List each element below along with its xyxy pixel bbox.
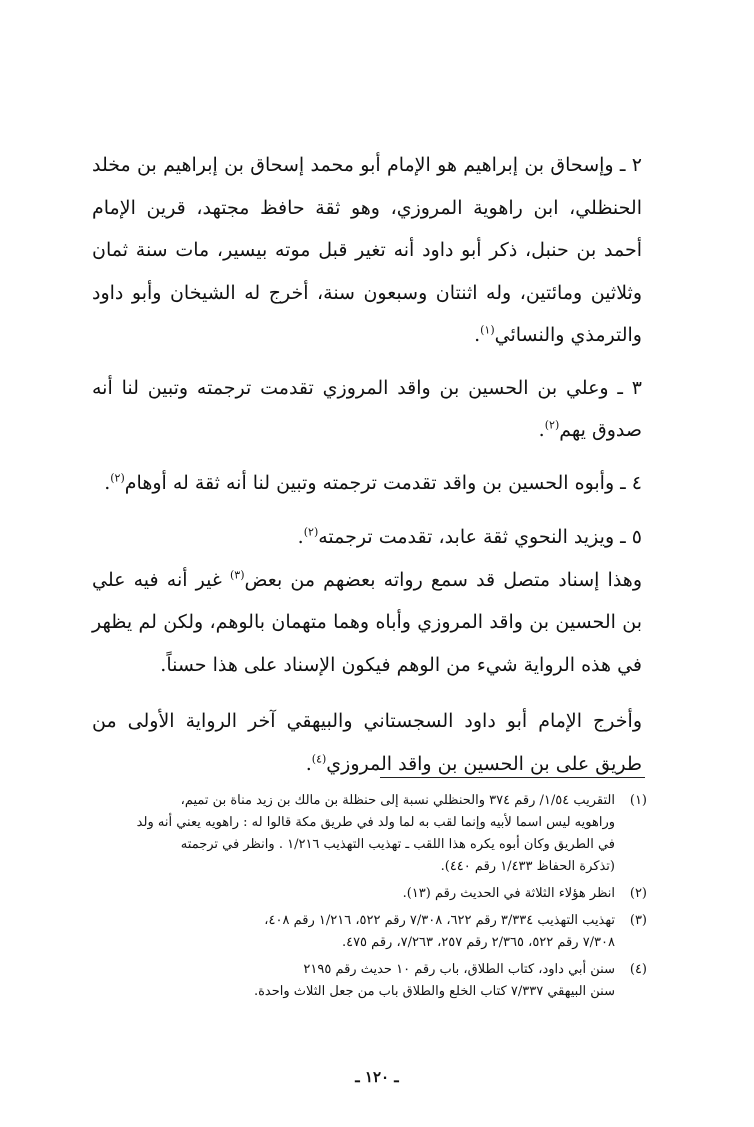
paragraph-isnad-assessment: وهذا إسناد متصل قد سمع رواته بعضهم من بعض$^{(٣)}$ غير أنه فيه علي بن الحسين بن واقد المروزي وأباه وهما متهمان بالوهم، ولكن لم يظهر في هذه الرواية شيء من الوهم فيكون الإسناد على هذا حسناً. [92,568,642,676]
footnote-ref-1: (١) [480,323,495,337]
page-number: ـ ١٢٠ ـ [355,1068,399,1086]
footnote-ref-2b: (٢) [110,471,125,485]
paragraph-narrator-3: ٣ ـ وعلي بن الحسين بن واقد المروزي تقدمت ترجمته وتبين لنا أنه صدوق يهم$^{(٢)}$. [92,376,642,441]
footnote-number: (٣) [629,913,647,928]
footnote-4: (٤) سنن أبي داود، كتاب الطلاق، باب رقم ١٠ حديث رقم ٢١٩٥ سنن البيهقي ٧/٣٣٧ كتاب الخلع والطلاق باب من جعل الثلاث واحدة. [92,959,647,1003]
footnote-1: (١) التقريب ١/٥٤/ رقم ٣٧٤ والحنظلي نسبة إلى حنظلة بن مالك بن زيد مناة بن تميم، وراهويه ليس اسما لأبيه وإنما لقب به لما ولد في طريق مكة قالوا له : راهويه يعني أنه ولد في الطريق وكان أبوه يكره هذا اللقب ـ تهذيب التهذيب ١/٢١٦ . وانظر في ترجمته (تذكرة الحفاظ ١/٤٣٣ رقم ٤٤٠). [92,790,647,878]
footnote-3: (٣) تهذيب التهذيب ٣/٣٣٤ رقم ٦٢٢، ٧/٣٠٨ رقم ٥٢٢، ١/٢١٦ رقم ٤٠٨، ٧/٣٠٨ رقم ٥٢٢، ٢/٣٦٥ رقم ٢٥٧، ٧/٢٦٣، رقم ٤٧٥. [92,910,647,954]
footnote-ref-4: (٤) [311,752,327,766]
paragraph-narrator-2: ٢ ـ وإسحاق بن إبراهيم هو الإمام أبو محمد إسحاق بن إبراهيم بن مخلد الحنظلي، ابن راهوية المروزي، وهو ثقة حافظ مجتهد، قرين الإمام أحمد بن حنبل، ذكر أبو داود أنه تغير قبل موته بيسير، مات سنة ثمان وثلاثين ومائتين، وله اثنتان وسبعون سنة، أخرج له الشيخان وأبو داود والترمذي والنسائي$^{(١)}$. [92,154,642,346]
footnote-number: (١) [629,793,647,808]
main-text [92,144,642,785]
footnote-ref-2c: (٢) [303,525,319,539]
footnote-ref-3: (٣) [229,568,245,582]
paragraph-narrator-4: ٤ ـ وأبوه الحسين بن واقد تقدمت ترجمته وتبين لنا أنه ثقة له أوهام$^{(٢)}$. [104,471,642,494]
footnote-ref-2a: (٢) [544,418,560,432]
paragraph-narrator-5: ٥ ـ ويزيد النحوي ثقة عابد، تقدمت ترجمته$^{(٢)}$. [297,525,642,548]
footnote-separator [380,777,645,778]
footnotes [92,790,647,1008]
footnote-number: (٢) [629,886,647,901]
paragraph-other-sources: وأخرج الإمام أبو داود السجستاني والبيهقي آخر الرواية الأولى من طريق على بن الحسين بن واقد المروزي$^{(٤)}$. [92,710,642,775]
footnote-number: (٤) [629,962,647,977]
footnote-2: (٢) انظر هؤلاء الثلاثة في الحديث رقم (١٣). [92,883,647,905]
